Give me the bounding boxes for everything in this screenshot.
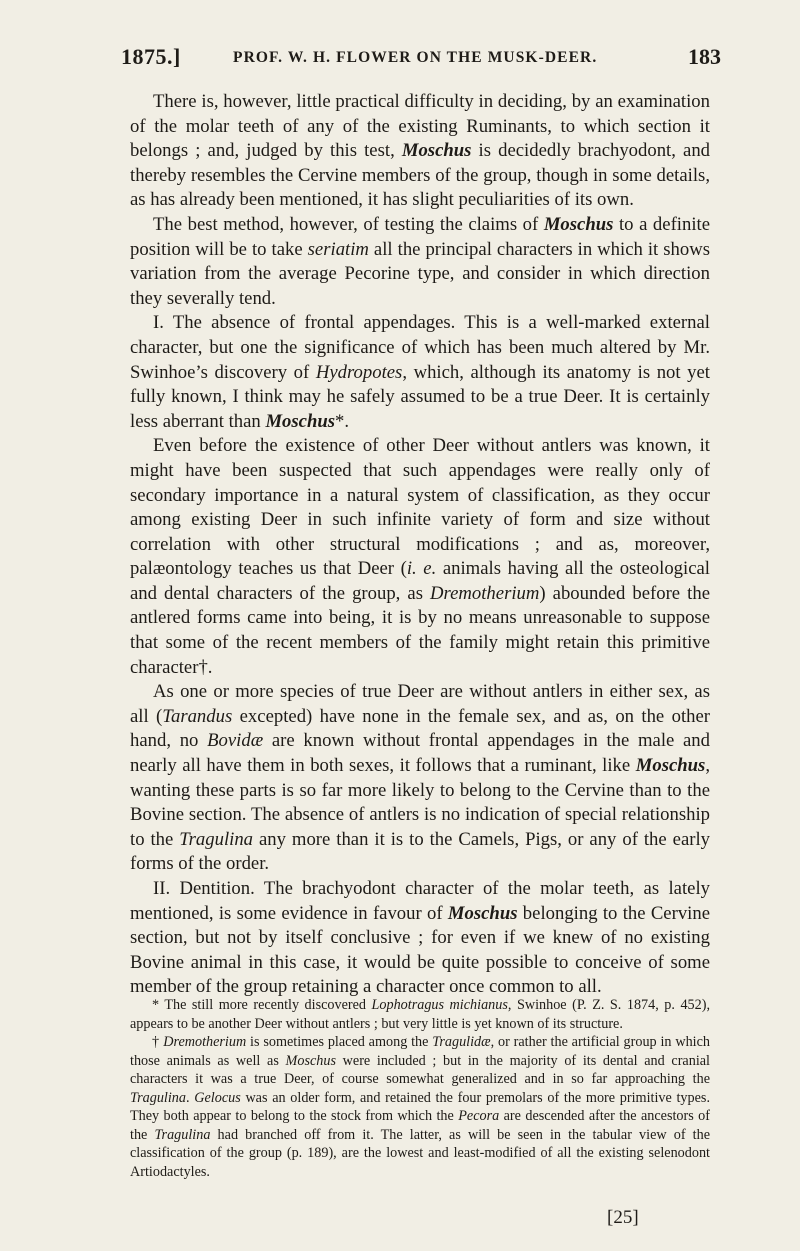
paragraph: Even before the existence of other Deer without antlers was known, it might have been suspected that such appendages were really only of secondary importance in a natural system of classification, as they occur among existing Deer in such infinite variety of form and size without correlation with other structural modifications ; and as, moreover, palæontology teaches us that Deer (i. e. animals having all the osteological and dental characters of the group, as Dremotherium) abounded before the antlered forms came into being, it is by no means unreasonable to suppose that some of the recent members of the family might retain this primitive character†. <box>130 435 710 678</box>
footnotes <box>130 996 710 1181</box>
header-running-title: PROF. W. H. FLOWER ON THE MUSK-DEER. <box>233 49 598 66</box>
header-year: 1875.] <box>121 44 181 69</box>
paragraph: There is, however, little practical difficulty in deciding, by an examination of the molar teeth of any of the existing Ruminants, to which section it belongs ; and, judged by this test, Moschus is decidedly brachyodont, and thereby resembles the Cervine members of the group, though in some details, as has already been mentioned, it has slight peculiarities of its own. <box>130 91 711 211</box>
paragraph: II. Dentition. The brachyodont character of the molar teeth, as lately mentioned, is some evidence in favour of Moschus belonging to the Cervine section, but not by itself conclusive ; for even if we knew of no existing Bovine animal in this case, it would be quite possible to conceive of some member of the group retaining a character once common to all. <box>130 878 710 998</box>
signature-mark: [25] <box>607 1207 639 1228</box>
running-header <box>121 44 721 74</box>
footnote: * The still more recently discovered Lophotragus michianus, Swinhoe (P. Z. S. 1874, p. 452), appears to be another Deer without antlers ; but very little is yet known of its structure. <box>130 997 710 1032</box>
header-page-number: 183 <box>688 44 721 69</box>
paragraph: The best method, however, of testing the claims of Moschus to a definite position will be to take seriatim all the principal characters in which it shows variation from the average Pecorine type, and consider in which direction they severally tend. <box>130 213 711 309</box>
main-text <box>130 90 710 1000</box>
paragraph: I. The absence of frontal appendages. This is a well-marked external character, but one the significance of which has been much altered by Mr. Swinhoe’s discovery of Hydropotes, which, although its anatomy is not yet fully known, I think may he safely assumed to be a true Deer. It is certainly less aberrant than Moschus*. <box>130 312 710 432</box>
paragraph: As one or more species of true Deer are without antlers in either sex, as all (Tarandus excepted) have none in the female sex, and as, on the other hand, no Bovidæ are known without frontal appendages in the male and nearly all have them in both sexes, it follows that a ruminant, like Moschus, wanting these parts is so far more likely to belong to the Cervine than to the Bovine section. The absence of antlers is no indication of special relationship to the Tragulina any more than it is to the Camels, Pigs, or any of the early forms of the order. <box>130 681 710 875</box>
footnote: † Dremotherium is sometimes placed among the Tragulidæ, or rather the artificial group in which those animals as well as Moschus were included ; but in the majority of its dental and cranial characters it was a true Deer, of course somewhat generalized and in so far approaching the Tragulina. Gelocus was an older form, and retained the four premolars of the more primitive types. They both appear to belong to the stock from which the Pecora are descended after the ancestors of the Tragulina had branched off from it. The latter, as will be seen in the tabular view of the classification of the group (p. 189), are the lowest and least-modified of all the existing selenodont Artiodactyles. <box>130 1034 711 1180</box>
